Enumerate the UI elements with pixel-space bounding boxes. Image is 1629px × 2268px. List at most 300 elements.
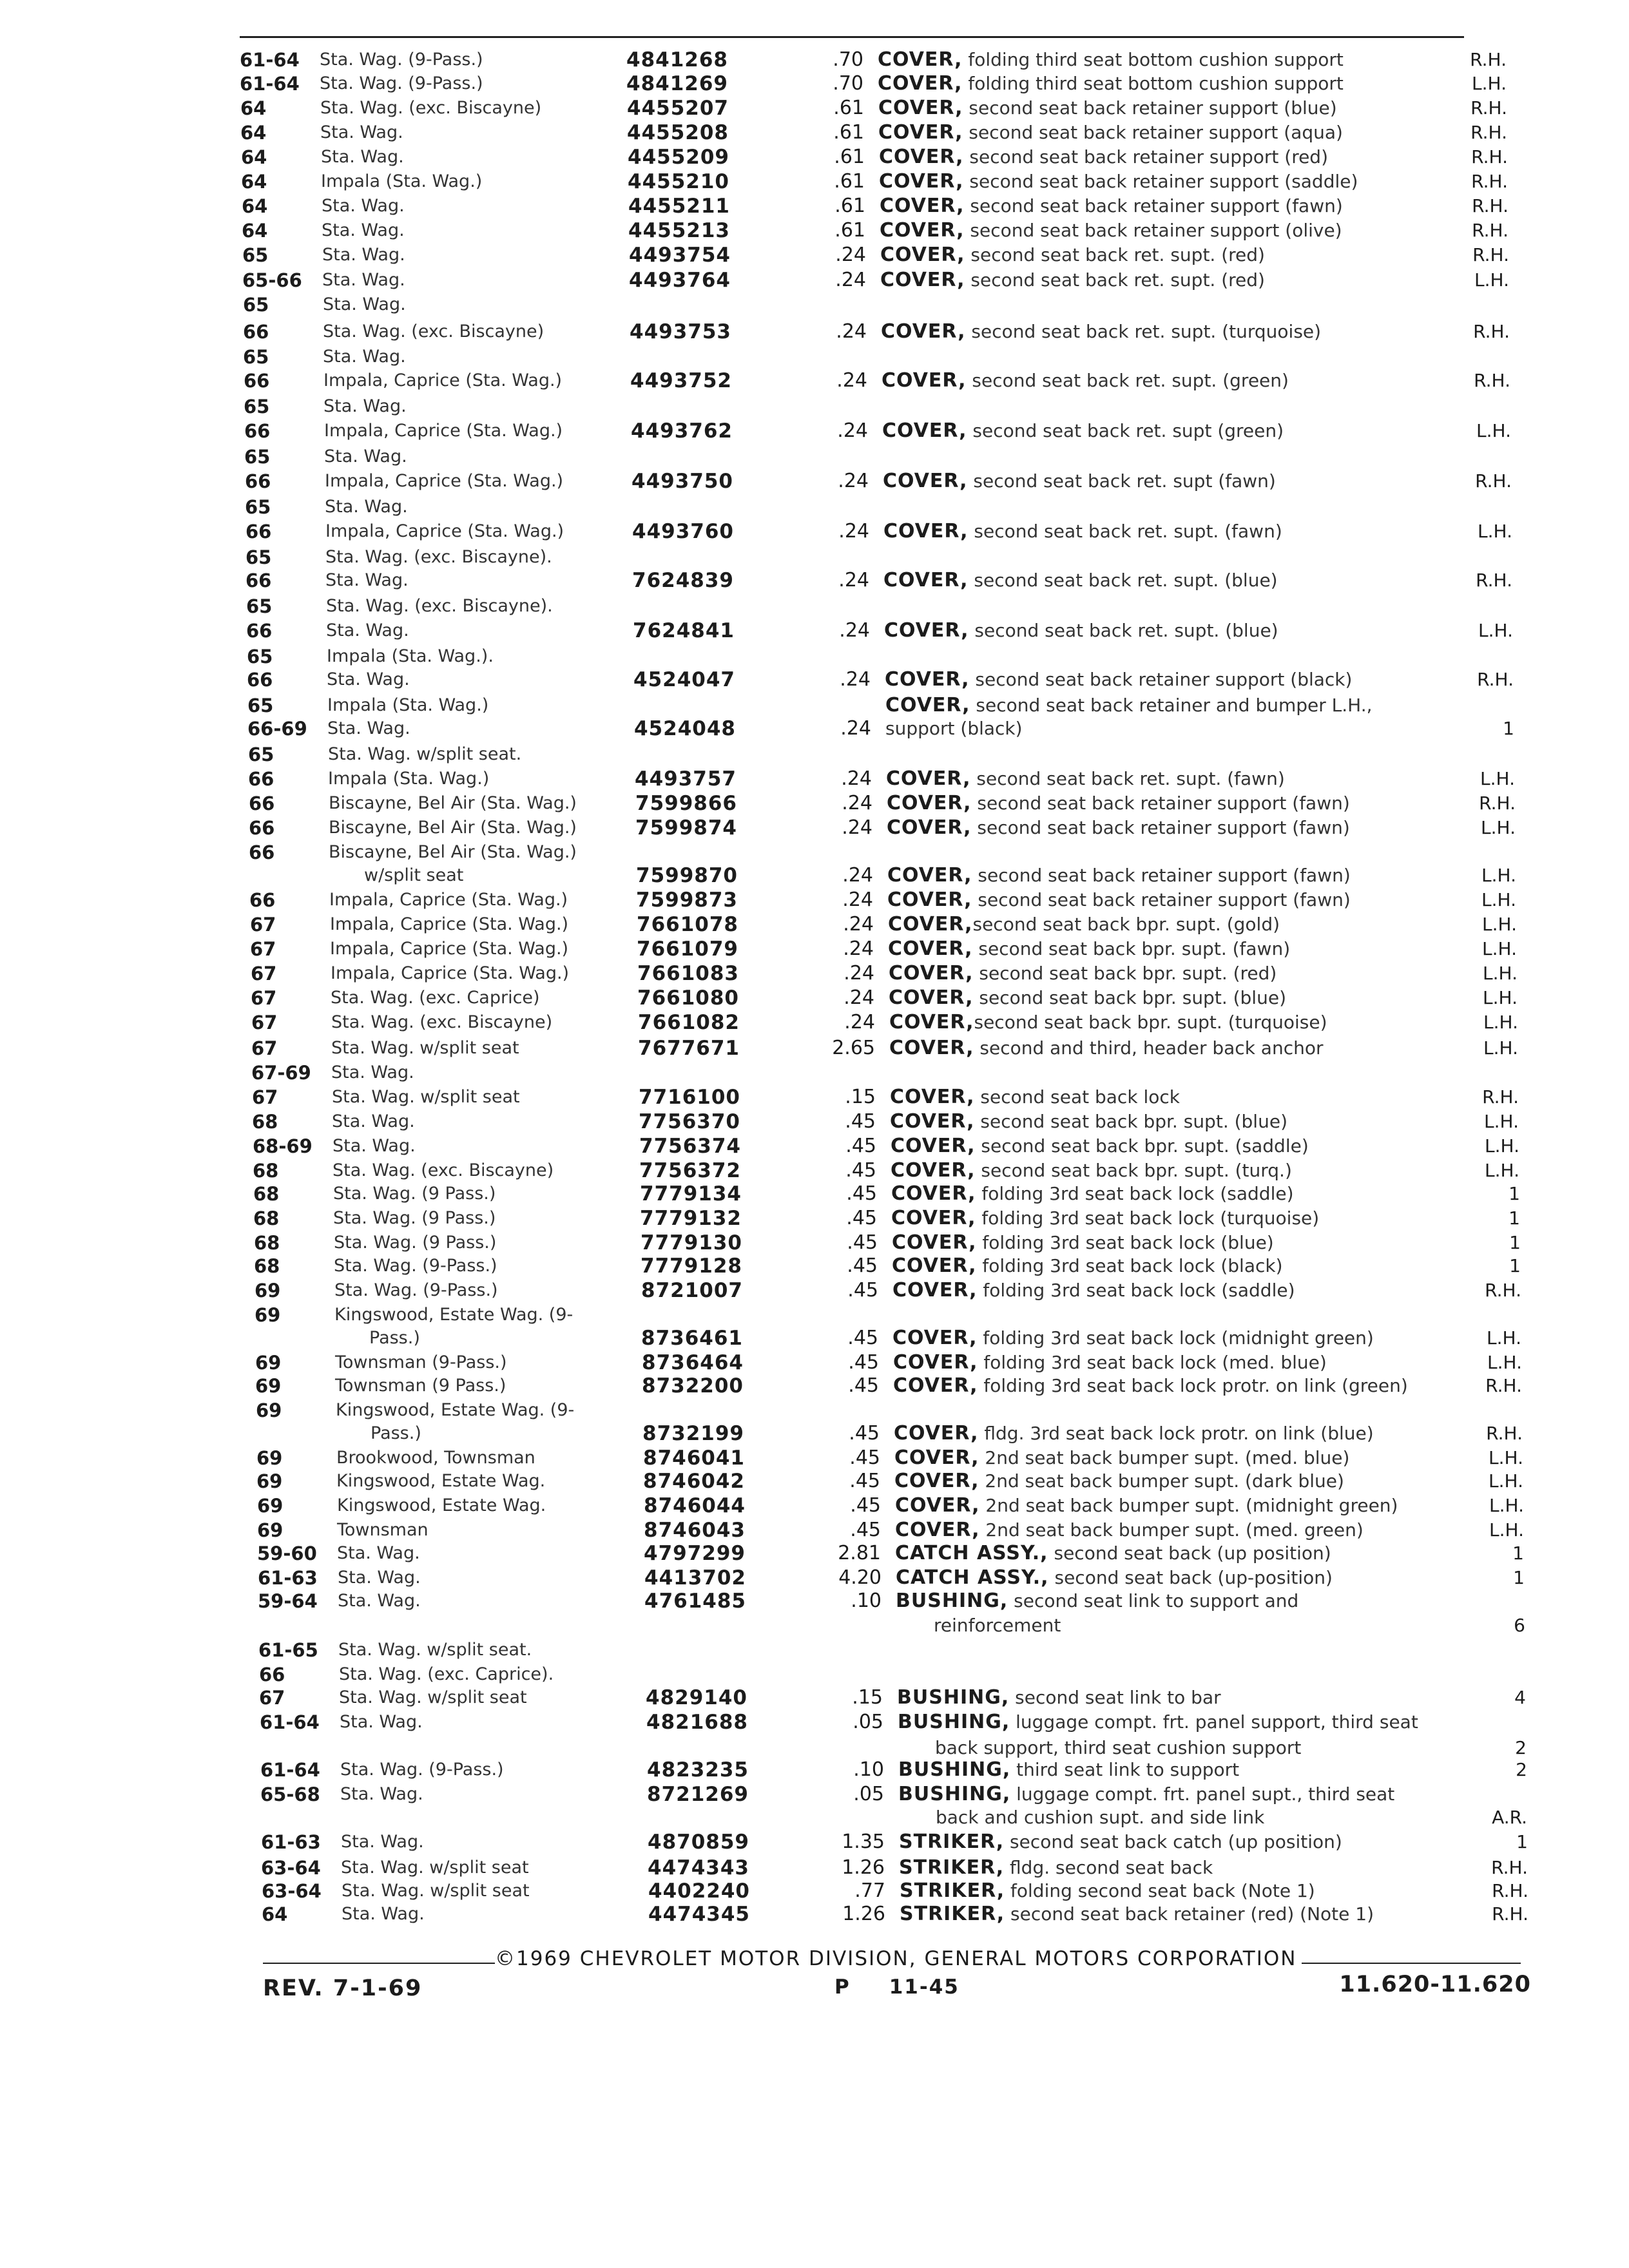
part-description	[891, 1134, 1309, 1158]
quantity-side: 1	[1509, 1183, 1520, 1204]
part-description	[878, 96, 1337, 120]
quantity-side: R.H.	[1477, 669, 1514, 690]
model-years: 67	[251, 987, 277, 1009]
part-description-text: second seat back bpr. supt. (turquoise)	[974, 1012, 1327, 1033]
list-price: .24	[842, 792, 872, 814]
list-price: .05	[853, 1783, 884, 1805]
part-number: 8746041	[643, 1446, 745, 1470]
model-applicability: Sta. Wag.	[322, 196, 405, 216]
list-price: .45	[848, 1374, 879, 1397]
part-number: 4413702	[644, 1566, 746, 1590]
part-name: BUSHING,	[897, 1686, 1010, 1709]
part-description-text: luggage compt. frt. panel support, third seat	[1010, 1711, 1418, 1733]
part-number: 8721007	[641, 1279, 743, 1302]
part-description-text: 2nd seat back bumper supt. (midnight green)	[979, 1495, 1398, 1516]
part-number: 7677671	[638, 1037, 740, 1060]
part-description	[880, 243, 1265, 267]
part-number: 7599870	[636, 864, 738, 887]
model-applicability: Impala, Caprice (Sta. Wag.)	[330, 939, 569, 959]
parts-row	[0, 1710, 1629, 1735]
list-price: .70	[833, 48, 863, 71]
part-description-text: second seat back ret. supt. (green)	[966, 370, 1289, 391]
model-applicability: Brookwood, Townsman	[336, 1448, 535, 1468]
part-name: COVER,	[895, 1519, 980, 1541]
part-name: STRIKER,	[900, 1879, 1005, 1902]
part-description	[887, 816, 1350, 840]
part-number: 7599874	[635, 816, 737, 840]
part-description-text: second seat back retainer support (aqua)	[963, 122, 1343, 143]
list-price: .61	[833, 97, 864, 119]
part-name: COVER,	[883, 470, 968, 492]
parts-row	[0, 169, 1629, 194]
part-name: COVER,	[879, 146, 964, 168]
part-name: COVER,	[893, 1374, 978, 1397]
part-description	[936, 1805, 1264, 1830]
parts-row	[0, 1736, 1629, 1760]
parts-row	[0, 268, 1629, 293]
part-description	[898, 1710, 1418, 1735]
model-applicability: Sta. Wag. (exc. Biscayne)	[320, 98, 542, 118]
part-description-text: folding third seat bottom cushion support	[962, 49, 1344, 70]
part-number: 7624841	[633, 619, 735, 642]
footer-rule-right	[1302, 1963, 1521, 1964]
part-name: COVER,	[887, 816, 972, 839]
part-description	[883, 519, 1282, 544]
model-years: 67	[250, 914, 276, 936]
model-years: 65-68	[260, 1783, 320, 1805]
part-number: 7624839	[632, 569, 734, 592]
part-name: COVER,	[894, 1470, 979, 1492]
quantity-side: R.H.	[1472, 195, 1509, 216]
list-price: .24	[835, 244, 866, 266]
part-description	[891, 1206, 1319, 1231]
list-price: .24	[840, 668, 871, 691]
part-name: COVER,	[892, 1327, 978, 1349]
part-description-text: second seat back ret. supt. (fawn)	[968, 521, 1282, 542]
model-applicability: Sta. Wag. (exc. Biscayne)	[323, 322, 545, 341]
model-years: 65	[247, 646, 273, 668]
model-years: 68	[253, 1160, 279, 1182]
list-price: 1.26	[842, 1903, 885, 1925]
quantity-side: R.H.	[1472, 244, 1509, 265]
part-description	[879, 145, 1328, 169]
part-description	[878, 72, 1344, 96]
model-applicability: Sta. Wag.	[340, 1712, 423, 1732]
list-price: .24	[842, 816, 872, 839]
model-years: 59-64	[258, 1590, 318, 1612]
quantity-side: 2	[1515, 1737, 1527, 1758]
part-number: 4493754	[629, 244, 731, 267]
list-price: 2.65	[832, 1037, 875, 1059]
model-applicability: Sta. Wag.	[340, 1784, 423, 1804]
part-number: 7779132	[640, 1207, 742, 1230]
parts-row	[0, 1231, 1629, 1255]
model-applicability: Townsman	[337, 1520, 429, 1540]
quantity-side: L.H.	[1481, 889, 1516, 910]
quantity-side: R.H.	[1492, 1880, 1528, 1901]
model-years: 69	[256, 1470, 283, 1492]
part-name: BUSHING,	[898, 1711, 1010, 1733]
parts-row	[0, 1182, 1629, 1206]
part-name: COVER,	[878, 48, 963, 71]
part-number: 4474343	[648, 1856, 749, 1879]
quantity-side: 2	[1516, 1759, 1527, 1780]
list-price: .24	[842, 864, 873, 887]
model-applicability: Sta. Wag. (9-Pass.)	[320, 50, 483, 70]
parts-row	[0, 1446, 1629, 1470]
list-price: .70	[833, 72, 863, 95]
model-applicability: Sta. Wag. (exc. Caprice)	[331, 988, 540, 1008]
parts-row	[0, 469, 1629, 494]
parts-row	[0, 1374, 1629, 1398]
model-years: 67	[252, 1086, 278, 1108]
model-applicability: w/split seat	[364, 865, 464, 885]
part-name: COVER,	[892, 1231, 977, 1254]
part-number: 4870859	[648, 1831, 749, 1854]
parts-row	[0, 1398, 1629, 1423]
part-description-text: reinforcement	[934, 1615, 1061, 1636]
part-number: 7716100	[639, 1086, 740, 1109]
part-number: 7661079	[637, 937, 738, 961]
part-name: COVER,	[882, 369, 967, 392]
part-number: 4823235	[647, 1758, 749, 1782]
parts-row	[0, 619, 1629, 643]
list-price: .24	[836, 369, 867, 392]
quantity-side: L.H.	[1487, 1352, 1522, 1373]
part-description-text: second seat back bpr. supt. (saddle)	[975, 1135, 1309, 1157]
part-description	[893, 1350, 1327, 1375]
part-number: 4493750	[631, 470, 733, 493]
model-years: 66	[249, 793, 275, 814]
part-description-text: second seat back retainer support (red)	[963, 146, 1329, 168]
model-years: 67	[250, 938, 276, 960]
part-description-text: second seat back bpr. supt. (fawn)	[972, 938, 1291, 959]
model-years: 66	[249, 841, 275, 863]
part-description-text: second seat back retainer (red) (Note 1)	[1005, 1903, 1374, 1925]
model-applicability: Impala (Sta. Wag.)	[328, 769, 490, 789]
part-description-text: fldg. 3rd seat back lock protr. on link (blue)	[978, 1423, 1374, 1444]
model-applicability: Impala, Caprice (Sta. Wag.)	[323, 370, 563, 390]
quantity-side: L.H.	[1482, 938, 1517, 959]
parts-row	[0, 194, 1629, 218]
model-applicability: Sta. Wag. (exc. Caprice).	[339, 1664, 554, 1684]
list-price: .45	[847, 1254, 878, 1277]
model-years: 65	[244, 446, 271, 468]
model-applicability: Sta. Wag. (exc. Biscayne)	[331, 1012, 553, 1032]
part-description	[880, 268, 1265, 293]
model-applicability: Sta. Wag.	[325, 570, 409, 590]
model-applicability: Sta. Wag.	[327, 718, 410, 738]
part-number: 8746044	[644, 1494, 746, 1517]
part-name: COVER,	[885, 668, 970, 691]
parts-row	[0, 1613, 1629, 1638]
part-number: 4829140	[646, 1686, 747, 1709]
part-description-text: folding 3rd seat back lock (med. blue)	[978, 1352, 1327, 1373]
parts-row	[0, 912, 1629, 937]
part-name: COVER,	[891, 1159, 976, 1182]
quantity-side: R.H.	[1470, 122, 1507, 143]
quantity-side: R.H.	[1473, 321, 1510, 342]
model-years: 66	[246, 620, 273, 642]
part-description-text: folding 3rd seat back lock (midnight green)	[977, 1327, 1374, 1349]
quantity-side: L.H.	[1480, 768, 1515, 789]
model-years: 66	[248, 768, 275, 790]
part-description-text: folding 3rd seat back lock (black)	[976, 1255, 1283, 1276]
model-years: 65	[245, 496, 271, 518]
parts-row	[0, 716, 1629, 741]
parts-row	[0, 644, 1629, 669]
part-description-text: second seat back retainer support (fawn)	[964, 195, 1343, 216]
quantity-side: 1	[1516, 1831, 1528, 1852]
model-applicability: Impala (Sta. Wag.)	[327, 695, 489, 715]
model-applicability: Sta. Wag.	[338, 1568, 421, 1588]
model-applicability: Townsman (9 Pass.)	[335, 1376, 506, 1396]
parts-row	[0, 545, 1629, 570]
model-applicability: Sta. Wag. (9-Pass.)	[334, 1256, 497, 1276]
part-description	[900, 1902, 1374, 1927]
model-applicability: Sta. Wag. (9-Pass.)	[340, 1760, 504, 1780]
part-description	[894, 1446, 1349, 1470]
model-applicability: Impala, Caprice (Sta. Wag.)	[331, 963, 570, 983]
parts-row	[0, 668, 1629, 692]
model-years: 66	[244, 370, 270, 392]
model-years: 61-64	[260, 1759, 320, 1781]
model-years: 61-64	[260, 1711, 320, 1733]
parts-row	[0, 840, 1629, 865]
parts-row	[0, 243, 1629, 267]
model-applicability: Sta. Wag.	[321, 147, 404, 167]
part-number: 7756374	[639, 1135, 741, 1158]
part-number: 8736464	[642, 1351, 744, 1374]
quantity-side: L.H.	[1482, 914, 1517, 935]
model-years: 68	[252, 1111, 278, 1133]
part-name: COVER,	[878, 72, 963, 95]
part-description-text: second seat link to support and	[1008, 1590, 1299, 1611]
parts-row	[0, 218, 1629, 243]
part-number: 8732200	[642, 1374, 744, 1398]
quantity-side: R.H.	[1471, 146, 1508, 168]
part-description-text: folding 3rd seat back lock (turquoise)	[976, 1207, 1320, 1229]
model-applicability: Biscayne, Bel Air (Sta. Wag.)	[329, 842, 577, 862]
footer-rule-left	[263, 1963, 495, 1964]
part-number: 7779128	[641, 1254, 742, 1278]
parts-row	[0, 1350, 1629, 1375]
model-years: 64	[241, 146, 267, 168]
part-number: 8736461	[641, 1327, 743, 1350]
parts-row	[0, 48, 1629, 72]
parts-row	[0, 1326, 1629, 1350]
part-description-text: folding 3rd seat back lock (blue)	[976, 1232, 1274, 1253]
part-description	[900, 1879, 1315, 1903]
part-name: COVER,	[885, 694, 970, 716]
part-number: 7779134	[640, 1182, 742, 1206]
list-price: .24	[838, 520, 869, 543]
part-name: COVER,	[882, 419, 967, 442]
part-name: COVER,	[889, 986, 974, 1009]
parts-row	[0, 320, 1629, 344]
model-applicability: Sta. Wag. (9 Pass.)	[333, 1208, 496, 1228]
parts-row	[0, 1469, 1629, 1494]
quantity-side: L.H.	[1483, 963, 1518, 984]
model-applicability: Impala, Caprice (Sta. Wag.)	[324, 421, 563, 441]
model-years: 61-63	[261, 1831, 321, 1853]
part-description	[878, 48, 1344, 72]
part-name: COVER,	[890, 1086, 975, 1108]
parts-row	[0, 816, 1629, 840]
model-applicability: Sta. Wag. (exc. Biscayne)	[333, 1160, 554, 1180]
part-number: 4455210	[628, 170, 729, 193]
parts-row	[0, 1134, 1629, 1158]
part-description	[881, 320, 1321, 344]
part-description-text: folding 3rd seat back lock protr. on link (green)	[978, 1375, 1408, 1396]
model-years: 67	[251, 963, 277, 985]
part-description	[889, 1036, 1324, 1061]
part-name: COVER,	[888, 937, 973, 960]
model-applicability: Pass.)	[371, 1423, 421, 1443]
part-description	[899, 1856, 1213, 1880]
part-description	[898, 1782, 1394, 1807]
parts-row	[0, 961, 1629, 986]
part-number: 8746042	[643, 1470, 745, 1493]
part-name: COVER,	[880, 219, 965, 242]
list-price: .24	[843, 986, 874, 1009]
quantity-side: R.H.	[1485, 1280, 1521, 1301]
list-price: .24	[837, 419, 868, 442]
model-years: 69	[257, 1495, 284, 1517]
part-description	[892, 1278, 1295, 1303]
part-name: COVER,	[886, 767, 971, 790]
part-name: COVER,	[887, 889, 972, 911]
model-applicability: Sta. Wag.	[327, 669, 410, 689]
part-description	[896, 1566, 1333, 1590]
quantity-side: L.H.	[1485, 1135, 1519, 1157]
model-applicability: Sta. Wag.	[320, 122, 403, 142]
part-description	[885, 693, 1373, 718]
part-description	[893, 1374, 1408, 1398]
part-description-text: second seat back ret. supt. (red)	[965, 244, 1265, 265]
quantity-side: R.H.	[1476, 570, 1512, 591]
parts-row	[0, 394, 1629, 419]
model-applicability: Townsman (9-Pass.)	[335, 1352, 507, 1372]
parts-row	[0, 1036, 1629, 1061]
model-applicability: Sta. Wag.	[322, 245, 405, 265]
part-description	[892, 1231, 1274, 1255]
part-name: COVER,	[887, 864, 972, 887]
part-description-text: second seat back retainer support (olive)	[964, 220, 1342, 241]
part-name: COVER,	[883, 520, 969, 543]
part-description	[935, 1736, 1301, 1760]
model-applicability: Sta. Wag.	[322, 270, 405, 290]
parts-row	[0, 1278, 1629, 1303]
part-name: COVER,	[891, 1207, 976, 1229]
part-description	[892, 1326, 1374, 1350]
quantity-side: R.H.	[1470, 97, 1507, 119]
list-price: .10	[853, 1758, 884, 1781]
parts-row	[0, 1010, 1629, 1035]
quantity-side: 1	[1512, 1542, 1524, 1564]
list-price: .61	[834, 170, 865, 193]
quantity-side: 6	[1514, 1615, 1525, 1636]
model-years: 68	[253, 1183, 280, 1205]
list-price: 4.20	[838, 1566, 882, 1589]
list-price: .15	[845, 1086, 876, 1108]
part-description	[888, 912, 1280, 937]
part-description-text: second seat back ret. supt (fawn)	[967, 470, 1276, 492]
model-applicability: Impala (Sta. Wag.)	[321, 171, 483, 191]
parts-row	[0, 568, 1629, 593]
list-price: .77	[854, 1879, 885, 1902]
quantity-side: L.H.	[1489, 1519, 1524, 1541]
parts-row	[0, 419, 1629, 443]
part-number: 4455208	[627, 121, 729, 144]
parts-row	[0, 986, 1629, 1010]
quantity-side: R.H.	[1471, 171, 1508, 192]
model-applicability: Sta. Wag. w/split seat.	[338, 1640, 532, 1660]
list-price: .05	[853, 1711, 883, 1733]
model-years: 69	[255, 1375, 282, 1397]
model-years: 64	[242, 195, 268, 217]
model-years: 69	[256, 1447, 283, 1469]
part-description-text: second seat back ret. supt. (turquoise)	[965, 321, 1322, 342]
quantity-side: L.H.	[1474, 269, 1509, 291]
part-description	[892, 1254, 1283, 1278]
part-description	[889, 961, 1277, 986]
part-description-text: second seat back bpr. supt. (blue)	[974, 1111, 1287, 1132]
part-description	[897, 1686, 1221, 1710]
part-name: COVER,	[883, 569, 969, 591]
parts-row	[0, 72, 1629, 96]
quantity-side: 1	[1509, 1232, 1521, 1253]
model-years: 68-69	[253, 1135, 313, 1157]
list-price: .45	[847, 1279, 878, 1302]
part-number: 7756370	[639, 1110, 740, 1133]
parts-row	[0, 120, 1629, 145]
list-price: .45	[848, 1351, 879, 1374]
model-years: 68	[253, 1207, 280, 1229]
parts-row	[0, 1782, 1629, 1807]
parts-row	[0, 1494, 1629, 1518]
model-years: 64	[240, 97, 267, 119]
quantity-side: L.H.	[1478, 620, 1513, 641]
model-years: 66	[249, 817, 275, 839]
part-description	[890, 1085, 1180, 1110]
part-description-text: folding 3rd seat back lock (saddle)	[977, 1280, 1295, 1301]
list-price: .45	[849, 1446, 880, 1469]
model-applicability: Kingswood, Estate Wag. (9-	[336, 1400, 575, 1420]
revision-date: REV. 7-1-69	[263, 1975, 423, 2001]
model-applicability: Impala, Caprice (Sta. Wag.)	[325, 471, 564, 491]
parts-row	[0, 1638, 1629, 1662]
part-description-text: folding second seat back (Note 1)	[1005, 1880, 1315, 1901]
part-description-text: third seat link to support	[1010, 1759, 1240, 1780]
part-name: COVER,	[878, 121, 963, 144]
parts-row	[0, 937, 1629, 961]
model-years: 65	[246, 546, 272, 568]
copyright-line: ©1969 CHEVROLET MOTOR DIVISION, GENERAL MOTORS CORPORATION	[495, 1947, 1297, 1970]
model-years: 67	[251, 1037, 278, 1059]
model-years: 66	[245, 470, 271, 492]
model-applicability: Sta. Wag. w/split seat	[341, 1858, 529, 1878]
part-description	[883, 469, 1276, 494]
model-applicability: Sta. Wag. w/split seat.	[328, 744, 522, 764]
quantity-side: L.H.	[1489, 1470, 1523, 1492]
list-price: .24	[836, 320, 867, 343]
model-applicability: Sta. Wag. w/split seat	[342, 1881, 530, 1901]
part-number: 7756372	[639, 1159, 741, 1182]
page-label: P	[834, 1975, 851, 1999]
quantity-side: 1	[1513, 1567, 1525, 1588]
quantity-side: R.H.	[1479, 793, 1516, 814]
